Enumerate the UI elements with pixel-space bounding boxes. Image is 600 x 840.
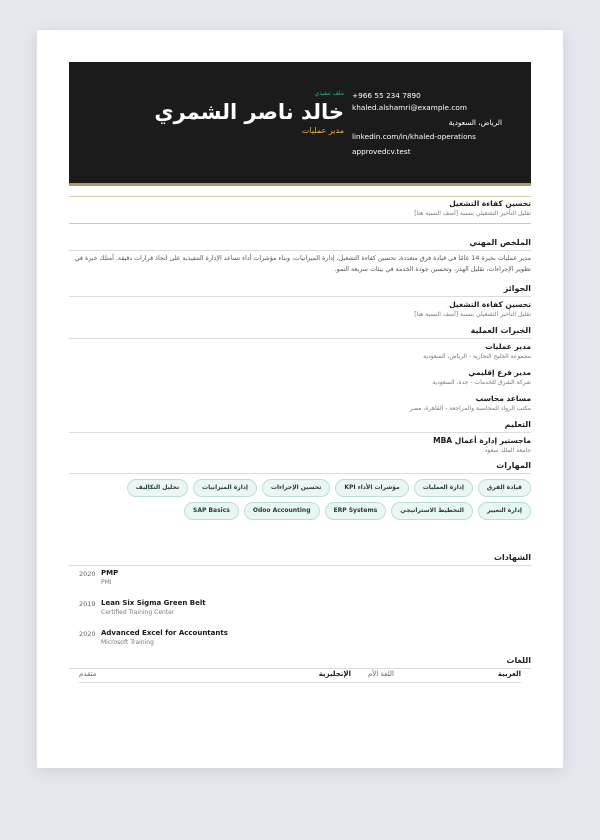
location: الرياض، السعودية	[448, 118, 502, 127]
cert-name: Advanced Excel for Accountants	[101, 629, 228, 637]
degree: ماجستير إدارة أعمال MBA	[433, 436, 531, 445]
cert-name: PMP	[101, 569, 119, 577]
skills-heading: المهارات	[496, 461, 531, 470]
gold-divider	[69, 196, 531, 197]
languages-heading: اللغات	[506, 656, 531, 665]
skill-chip: إدارة التغيير	[478, 502, 531, 520]
section-rule	[69, 296, 531, 297]
gold-divider-2	[69, 223, 531, 224]
education-heading: التعليم	[504, 420, 531, 429]
resume-page	[37, 30, 563, 768]
full-name: خالد ناصر الشمري	[154, 100, 344, 124]
experience-role: مدير فرع إقليمي	[468, 368, 531, 377]
cert-issuer: Microsoft Training	[101, 639, 154, 646]
row-divider	[79, 682, 521, 683]
skill-chip: تحليل التكاليف	[127, 479, 188, 497]
certifications-heading: الشهادات	[493, 553, 531, 562]
language-level: اللغة الأم	[367, 670, 394, 678]
cert-issuer: Certified Training Center	[101, 609, 175, 616]
cert-name: Lean Six Sigma Green Belt	[101, 599, 206, 607]
certification-item	[79, 598, 379, 628]
skills-section	[69, 460, 531, 520]
section-rule	[69, 473, 531, 474]
certifications-list	[79, 568, 379, 658]
summary-section	[69, 237, 531, 275]
section-rule	[69, 432, 531, 433]
highlight-title: تحسين كفاءة التشغيل	[449, 199, 531, 208]
skill-chip: Odoo Accounting	[244, 502, 320, 520]
certification-item	[79, 568, 379, 598]
resume-header	[69, 62, 531, 183]
resume-content	[69, 62, 531, 678]
university: جامعة الملك سعود	[484, 447, 531, 454]
skill-chip: قيادة الفرق	[478, 479, 531, 497]
email: khaled.alshamri@example.com	[352, 103, 467, 112]
certification-item	[79, 628, 379, 658]
experience-item	[69, 394, 531, 413]
summary-text: مدير عمليات بخبرة 14 عامًا في قيادة فرق متعددة، تحسين كفاءة التشغيل، إدارة الميزانيات، وبناء مؤشرات أداء تساعد الإدارة التنفيذية على اتخاذ قرارات دقيقة. أمتلك خبرة في تطوير الإجراءات، تقليل الهدر، وتحسين جودة الخدمة في بيئات سريعة النمو.	[74, 255, 531, 273]
cert-year: 2019	[79, 600, 96, 608]
website: approvedcv.test	[352, 147, 411, 156]
cert-year: 2020	[79, 630, 96, 638]
experience-role: مساعد محاسب	[475, 394, 531, 403]
skill-chip: إدارة العمليات	[414, 479, 473, 497]
cert-year: 2020	[79, 570, 96, 578]
language-level: متقدم	[79, 670, 97, 678]
job-title: مدير عمليات	[301, 126, 344, 135]
awards-heading: الجوائز	[503, 284, 531, 293]
language-name: الإنجليزية	[318, 670, 351, 678]
skill-chip: إدارة الميزانيات	[193, 479, 257, 497]
award-sub: تقليل التأخير التشغيلي بنسبة [أضف النسبة هنا]	[414, 311, 531, 318]
section-rule	[69, 565, 531, 566]
experience-company: مكتب الرواد للمحاسبة والمراجعة - القاهرة، مصر	[409, 405, 531, 412]
phone: +966 55 234 7890	[352, 91, 421, 100]
skill-chip: مؤشرات الأداء KPI	[335, 479, 408, 497]
highlight-sub: تقليل التأخير التشغيلي بنسبة [أضف النسبة هنا]	[414, 210, 531, 217]
cert-issuer: PMI	[101, 579, 112, 586]
section-rule	[69, 668, 531, 669]
experience-section	[69, 325, 531, 413]
experience-heading: الخبرات العملية	[470, 326, 531, 335]
profile-tag: ملف تنفيذي	[314, 90, 344, 97]
experience-role: مدير عمليات	[485, 342, 531, 351]
experience-item	[69, 368, 531, 387]
section-rule	[69, 250, 531, 251]
experience-company: مجموعة الخليج التجارية - الرياض، السعودية	[423, 353, 531, 360]
skills-list	[121, 479, 531, 520]
section-rule	[69, 338, 531, 339]
name-block	[154, 90, 344, 136]
linkedin: linkedin.com/in/khaled-operations	[352, 132, 476, 141]
skill-chip: تحسين الإجراءات	[262, 479, 330, 497]
summary-heading: الملخص المهني	[469, 238, 531, 247]
skill-chip: التخطيط الاستراتيجي	[391, 502, 473, 520]
contact-info	[352, 90, 502, 158]
experience-company: شركة الشرق للخدمات - جدة، السعودية	[432, 379, 531, 386]
language-name: العربية	[497, 670, 521, 678]
highlight-section	[69, 199, 531, 224]
education-section	[69, 419, 531, 455]
award-title: تحسين كفاءة التشغيل	[449, 300, 531, 309]
skill-chip: SAP Basics	[184, 502, 239, 520]
skill-chip: ERP Systems	[325, 502, 387, 520]
languages-row	[79, 670, 521, 682]
awards-section	[69, 283, 531, 319]
certifications-section	[69, 552, 531, 569]
header-accent-line	[69, 183, 531, 186]
experience-item	[69, 342, 531, 361]
